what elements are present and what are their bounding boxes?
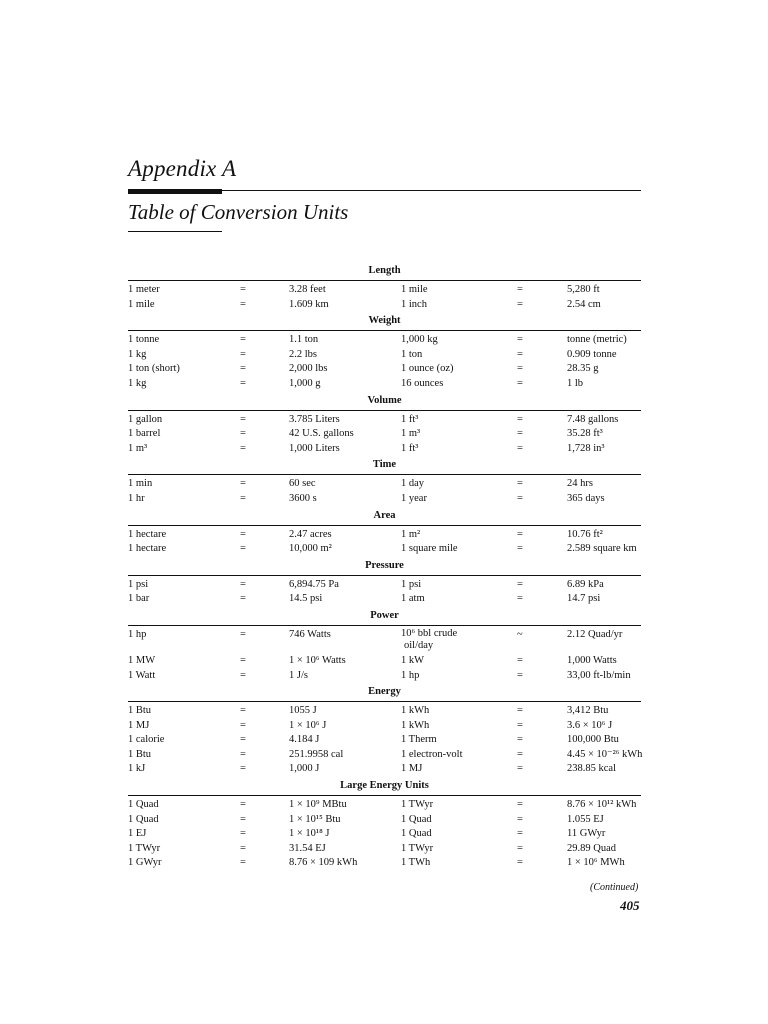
from-unit: 1 ton (short) [128,363,180,375]
section-header: Volume [128,392,641,411]
to-value: 60 sec [289,478,316,490]
table-row [128,762,641,777]
from-unit: 1 hp [128,628,147,640]
equals-sign: = [240,334,246,346]
to-value: 2.47 acres [289,528,332,540]
equals-sign-2: = [517,428,523,440]
table-row [128,592,641,607]
table-row [128,827,641,842]
to-value-2: tonne (metric) [567,334,627,346]
to-value: 10,000 m² [289,543,332,555]
to-value: 1,000 Liters [289,442,340,454]
from-unit-2: 1 MJ [401,763,423,775]
equals-sign-2: = [517,348,523,360]
from-unit-2: 1 hp [401,669,420,681]
from-unit-2: 10⁶ bbl crude oil/day [401,627,458,651]
equals-sign-2: = [517,543,523,555]
to-value: 3.28 feet [289,284,326,295]
equals-sign-2: = [517,528,523,540]
equals-sign: = [240,799,246,811]
to-value: 8.76 × 109 kWh [289,857,358,869]
from-unit-2: 1 kW [401,654,425,666]
to-value-2: 24 hrs [567,478,593,490]
equals-sign-2: ~ [517,628,523,640]
equals-sign: = [240,748,246,760]
from-unit: 1 m³ [128,442,148,454]
table-row [128,298,641,313]
equals-sign: = [240,857,246,869]
table-row [128,798,641,813]
equals-sign-2: = [517,413,523,425]
equals-sign-2: = [517,284,523,295]
table-row [128,628,641,654]
to-value-2: 33,00 ft-lb/min [567,669,631,681]
to-value: 1 J/s [289,669,308,681]
to-value-2: 14.7 psi [567,593,601,605]
to-value-2: 3,412 Btu [567,705,609,717]
to-value-2: 2.589 square km [567,543,637,555]
to-value-2: 1,728 in³ [567,442,605,454]
equals-sign: = [240,628,246,640]
from-unit-2: 1 atm [401,593,425,605]
to-value-2: 4.45 × 10⁻²⁶ kWh [567,748,643,760]
from-unit-2: 1 ft³ [401,413,419,425]
to-value: 746 Watts [289,628,331,640]
to-value: 4.184 J [289,734,320,746]
equals-sign-2: = [517,705,523,717]
from-unit-2: 1 Therm [401,734,437,746]
equals-sign-2: = [517,654,523,666]
equals-sign: = [240,828,246,840]
equals-sign: = [240,377,246,389]
section-area [128,507,641,557]
equals-sign-2: = [517,828,523,840]
from-unit: 1 kJ [128,763,146,775]
to-value: 1.609 km [289,298,329,310]
from-unit-2: 1 psi [401,578,422,590]
from-unit-2: 1 m³ [401,428,421,440]
from-unit: 1 hectare [128,543,167,555]
from-unit: 1 EJ [128,828,147,840]
from-unit: 1 Watt [128,669,156,681]
from-unit-2: 1 m² [401,528,421,540]
equals-sign: = [240,543,246,555]
from-unit-2: 1 mile [401,284,428,295]
section-header: Weight [128,312,641,331]
section-header: Time [128,456,641,475]
equals-sign: = [240,813,246,825]
table-row [128,842,641,857]
equals-sign-2: = [517,763,523,775]
to-value: 1055 J [289,705,317,717]
section-header: Pressure [128,557,641,576]
equals-sign: = [240,298,246,310]
to-value: 1,000 g [289,377,321,389]
section-power [128,607,641,683]
from-unit: 1 meter [128,284,160,295]
table-row [128,813,641,828]
equals-sign: = [240,593,246,605]
from-unit-2: 1 square mile [401,543,458,555]
table-row [128,427,641,442]
table-row [128,477,641,492]
page-title: Table of Conversion Units [128,200,349,224]
to-value-2: 29.89 Quad [567,842,616,854]
table-row [128,333,641,348]
from-unit-2: 1 TWh [401,857,431,869]
from-unit-2: 1 Quad [401,813,432,825]
table-row [128,362,641,377]
equals-sign: = [240,734,246,746]
continued-note: (Continued) [590,882,639,893]
to-value: 1 × 10⁶ J [289,719,327,731]
from-unit: 1 psi [128,578,149,590]
table-row [128,442,641,457]
appendix-label: Appendix A [128,156,237,181]
equals-sign-2: = [517,442,523,454]
table-row [128,413,641,428]
from-unit: 1 MW [128,654,156,666]
from-unit-2: 16 ounces [401,377,444,389]
from-unit: 1 gallon [128,413,163,425]
from-unit: 1 Quad [128,799,159,811]
equals-sign: = [240,842,246,854]
section-header: Energy [128,683,641,702]
to-value: 3.785 Liters [289,413,340,425]
equals-sign-2: = [517,857,523,869]
table-row [128,856,641,871]
equals-sign: = [240,363,246,375]
from-unit: 1 mile [128,298,155,310]
table-row [128,542,641,557]
equals-sign-2: = [517,593,523,605]
to-value-2: 0.909 tonne [567,348,617,360]
to-value-2: 1.055 EJ [567,813,604,825]
equals-sign: = [240,719,246,731]
equals-sign-2: = [517,377,523,389]
equals-sign-2: = [517,669,523,681]
to-value-2: 2.12 Quad/yr [567,628,623,640]
equals-sign: = [240,492,246,504]
equals-sign-2: = [517,842,523,854]
section-large-energy-units [128,777,641,871]
from-unit: 1 Quad [128,813,159,825]
equals-sign: = [240,578,246,590]
from-unit-2: 1 inch [401,298,427,310]
to-value-2: 1,000 Watts [567,654,617,666]
to-value: 3600 s [289,492,317,504]
from-unit-2: 1,000 kg [401,334,438,346]
equals-sign: = [240,413,246,425]
from-unit-2: 1 kWh [401,705,430,717]
equals-sign: = [240,528,246,540]
to-value-2: 1 lb [567,377,584,389]
section-volume [128,392,641,457]
section-pressure [128,557,641,607]
equals-sign: = [240,669,246,681]
to-value: 14.5 psi [289,593,323,605]
from-unit: 1 tonne [128,334,160,346]
from-unit: 1 GWyr [128,857,162,869]
to-value: 1 × 10⁶ Watts [289,654,346,666]
from-unit-2: 1 year [401,492,427,504]
to-value-2: 28.35 g [567,363,599,375]
to-value-2: 8.76 × 10¹² kWh [567,799,637,811]
table-row [128,528,641,543]
section-header: Area [128,507,641,526]
to-value: 251.9958 cal [289,748,344,760]
title-underline [128,231,222,232]
to-value-2: 35.28 ft³ [567,428,603,440]
from-unit-2: 1 ft³ [401,442,419,454]
equals-sign-2: = [517,734,523,746]
from-unit: 1 barrel [128,428,161,440]
from-unit: 1 TWyr [128,842,161,854]
to-value: 31.54 EJ [289,842,326,854]
table-row [128,704,641,719]
to-value-2: 6.89 kPa [567,578,604,590]
to-value-2: 10.76 ft² [567,528,603,540]
to-value: 6,894.75 Pa [289,578,339,590]
table-row [128,669,641,684]
page-number: 405 [620,898,640,913]
table-row [128,719,641,734]
from-unit: 1 bar [128,593,150,605]
to-value: 1,000 J [289,763,320,775]
from-unit-2: 1 ton [401,348,423,360]
equals-sign-2: = [517,298,523,310]
section-header: Length [128,262,641,281]
section-energy [128,683,641,777]
section-time [128,456,641,506]
equals-sign: = [240,478,246,490]
header-rule-thin [128,190,641,191]
equals-sign-2: = [517,799,523,811]
to-value: 1 × 10⁹ MBtu [289,799,347,811]
from-unit: 1 MJ [128,719,150,731]
table-row [128,578,641,593]
from-unit: 1 Btu [128,748,152,760]
to-value-2: 100,000 Btu [567,734,619,746]
from-unit: 1 kg [128,377,147,389]
equals-sign: = [240,348,246,360]
equals-sign-2: = [517,748,523,760]
table-row [128,283,641,298]
to-value: 2,000 lbs [289,363,328,375]
section-header: Large Energy Units [128,777,641,796]
equals-sign: = [240,442,246,454]
to-value-2: 238.85 kcal [567,763,616,775]
equals-sign-2: = [517,334,523,346]
to-value-2: 3.6 × 10⁶ J [567,719,613,731]
from-unit: 1 calorie [128,734,165,746]
to-value-2: 5,280 ft [567,284,600,295]
equals-sign: = [240,763,246,775]
from-unit-2: 1 TWyr [401,842,434,854]
to-value: 42 U.S. gallons [289,428,354,440]
to-value: 1 × 10¹⁸ J [289,828,330,840]
to-value: 1 × 10¹⁵ Btu [289,813,341,825]
from-unit-2: 1 Quad [401,828,432,840]
from-unit-2: 1 day [401,478,425,490]
to-value-2: 7.48 gallons [567,413,619,425]
equals-sign: = [240,705,246,717]
table-row [128,348,641,363]
table-row [128,492,641,507]
equals-sign-2: = [517,813,523,825]
from-unit: 1 hectare [128,528,167,540]
equals-sign-2: = [517,363,523,375]
equals-sign-2: = [517,478,523,490]
table-row [128,748,641,763]
to-value-2: 365 days [567,492,605,504]
section-header: Power [128,607,641,626]
table-row [128,654,641,669]
equals-sign-2: = [517,578,523,590]
to-value-2: 1 × 10⁶ MWh [567,857,625,869]
to-value: 1.1 ton [289,334,319,346]
from-unit: 1 hr [128,492,145,504]
equals-sign: = [240,654,246,666]
to-value-2: 11 GWyr [567,828,606,840]
from-unit-2: 1 electron-volt [401,748,463,760]
section-weight [128,312,641,391]
equals-sign: = [240,284,246,295]
to-value: 2.2 lbs [289,348,318,360]
from-unit: 1 Btu [128,705,152,717]
equals-sign: = [240,428,246,440]
from-unit-2: 1 ounce (oz) [401,363,454,375]
table-row [128,733,641,748]
from-unit: 1 kg [128,348,147,360]
conversion-table [128,262,641,871]
section-length [128,262,641,312]
from-unit-2: 1 TWyr [401,799,434,811]
from-unit-2: 1 kWh [401,719,430,731]
equals-sign-2: = [517,719,523,731]
table-row [128,377,641,392]
from-unit: 1 min [128,478,153,490]
equals-sign-2: = [517,492,523,504]
to-value-2: 2.54 cm [567,298,601,310]
